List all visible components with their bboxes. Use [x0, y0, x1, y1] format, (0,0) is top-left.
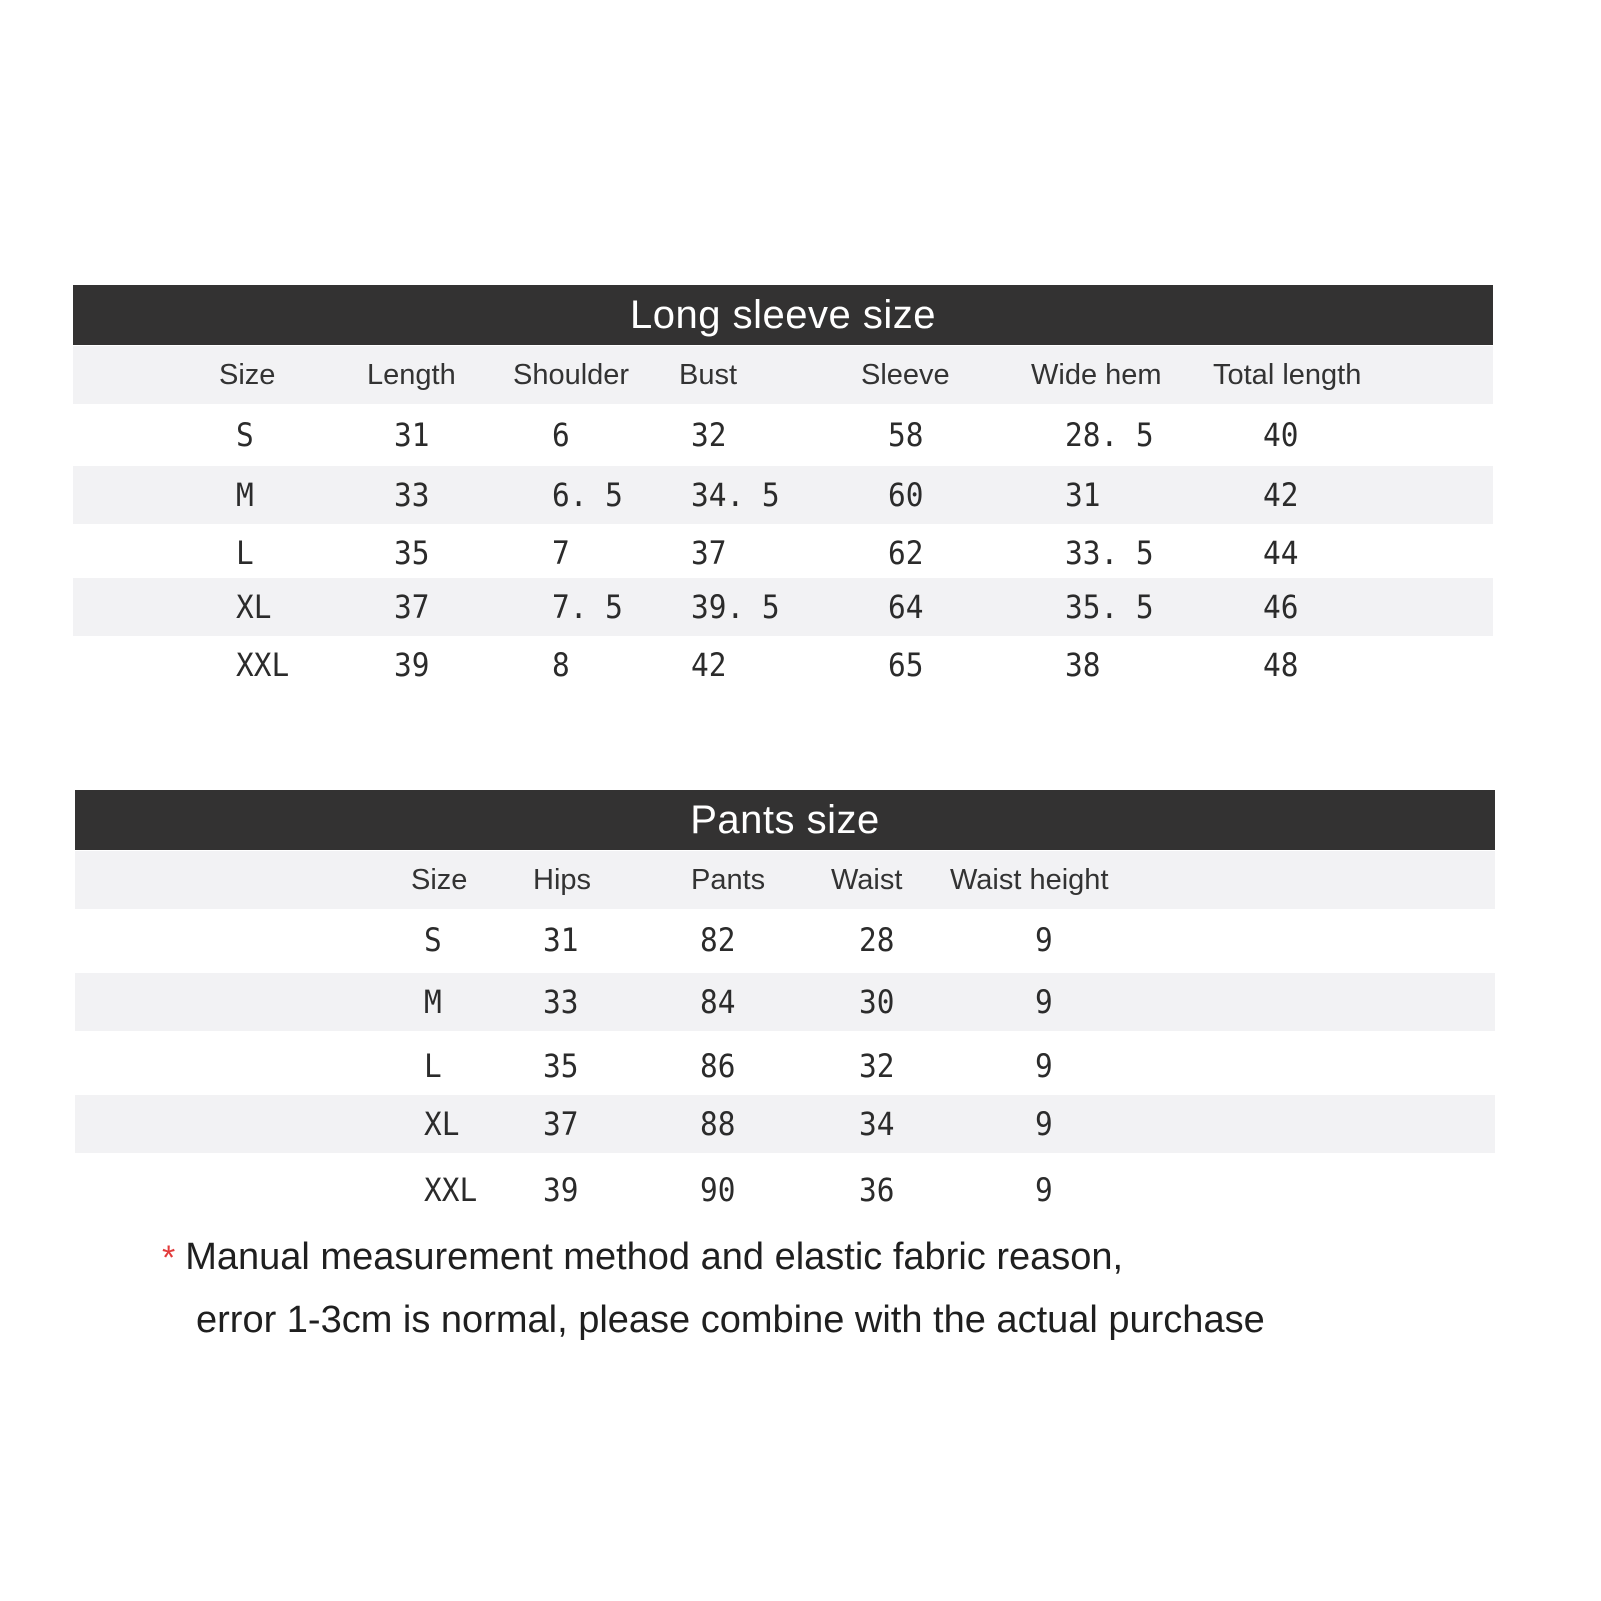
table-cell: 32 [859, 1047, 895, 1085]
note-text-2: error 1-3cm is normal, please combine with the actual purchase [196, 1299, 1265, 1341]
column-header: Shoulder [513, 358, 630, 391]
table-cell: M [424, 983, 442, 1021]
table-row [75, 1161, 1495, 1219]
table-cell: 36 [859, 1171, 895, 1209]
table-cell: 40 [1263, 416, 1299, 454]
table-cell: 46 [1263, 588, 1299, 626]
table-cell: 38 [1065, 646, 1101, 684]
table-cell: 39 [394, 646, 430, 684]
table-cell: L [236, 534, 254, 572]
table-cell: XL [424, 1105, 460, 1143]
table-row [73, 466, 1493, 524]
table-cell: 28. 5 [1065, 416, 1154, 454]
table-cell: 33. 5 [1065, 534, 1154, 572]
column-header: Size [219, 358, 276, 391]
note-line-2 [162, 1289, 1265, 1351]
column-header: Wide hem [1031, 358, 1162, 391]
table-row [73, 578, 1493, 636]
table-cell: 39 [543, 1171, 579, 1209]
table-cell: 33 [394, 476, 430, 514]
table-cell: S [236, 416, 254, 454]
table-cell: 34. 5 [691, 476, 780, 514]
pants-title: Pants size [75, 790, 1495, 850]
table-cell: 6 [552, 416, 570, 454]
table-cell: XXL [236, 646, 290, 684]
table-cell: 30 [859, 983, 895, 1021]
table-cell: XXL [424, 1171, 478, 1209]
column-header: Total length [1213, 358, 1362, 391]
table-cell: 7. 5 [552, 588, 623, 626]
table-cell: 35 [543, 1047, 579, 1085]
note-line-1 [162, 1226, 1265, 1289]
table-row [75, 1037, 1495, 1095]
table-cell: 82 [700, 921, 736, 959]
table-cell: 90 [700, 1171, 736, 1209]
note-text-1: Manual measurement method and elastic fabric reason, [185, 1236, 1124, 1278]
table-cell: 9 [1035, 1171, 1053, 1209]
table-cell: 86 [700, 1047, 736, 1085]
table-cell: 37 [394, 588, 430, 626]
table-cell: 84 [700, 983, 736, 1021]
table-cell: 33 [543, 983, 579, 1021]
header-row [73, 346, 1493, 404]
long-sleeve-title: Long sleeve size [73, 285, 1493, 345]
table-cell: 31 [394, 416, 430, 454]
table-row [75, 973, 1495, 1031]
column-header: Length [367, 358, 456, 391]
table-cell: 9 [1035, 921, 1053, 959]
column-header: Waist height [950, 863, 1109, 896]
table-cell: L [424, 1047, 442, 1085]
table-cell: 31 [1065, 476, 1101, 514]
table-cell: 6. 5 [552, 476, 623, 514]
table-cell: 64 [888, 588, 924, 626]
header-row [75, 851, 1495, 909]
table-cell: 42 [691, 646, 727, 684]
column-header: Size [411, 863, 468, 896]
table-cell: 35 [394, 534, 430, 572]
column-header: Hips [533, 863, 592, 896]
table-cell: S [424, 921, 442, 959]
table-cell: 62 [888, 534, 924, 572]
table-row [73, 524, 1493, 582]
table-cell: 34 [859, 1105, 895, 1143]
table-cell: 60 [888, 476, 924, 514]
table-cell: 37 [691, 534, 727, 572]
table-cell: 9 [1035, 983, 1053, 1021]
table-cell: 7 [552, 534, 570, 572]
table-row [75, 911, 1495, 969]
table-cell: 9 [1035, 1105, 1053, 1143]
table-cell: 31 [543, 921, 579, 959]
table-cell: 9 [1035, 1047, 1053, 1085]
asterisk-marker: * [162, 1239, 176, 1277]
table-cell: 42 [1263, 476, 1299, 514]
table-cell: 44 [1263, 534, 1299, 572]
table-cell: M [236, 476, 254, 514]
table-cell: 37 [543, 1105, 579, 1143]
table-cell: 58 [888, 416, 924, 454]
table-row [73, 406, 1493, 464]
table-row [75, 1095, 1495, 1153]
table-row [73, 636, 1493, 694]
table-cell: 88 [700, 1105, 736, 1143]
measurement-note [162, 1226, 1265, 1351]
table-cell: 39. 5 [691, 588, 780, 626]
column-header: Waist [831, 863, 903, 896]
table-cell: XL [236, 588, 272, 626]
table-cell: 35. 5 [1065, 588, 1154, 626]
table-cell: 65 [888, 646, 924, 684]
table-cell: 28 [859, 921, 895, 959]
table-cell: 32 [691, 416, 727, 454]
column-header: Bust [679, 358, 738, 391]
table-cell: 8 [552, 646, 570, 684]
column-header: Pants [691, 863, 766, 896]
column-header: Sleeve [861, 358, 950, 391]
table-cell: 48 [1263, 646, 1299, 684]
